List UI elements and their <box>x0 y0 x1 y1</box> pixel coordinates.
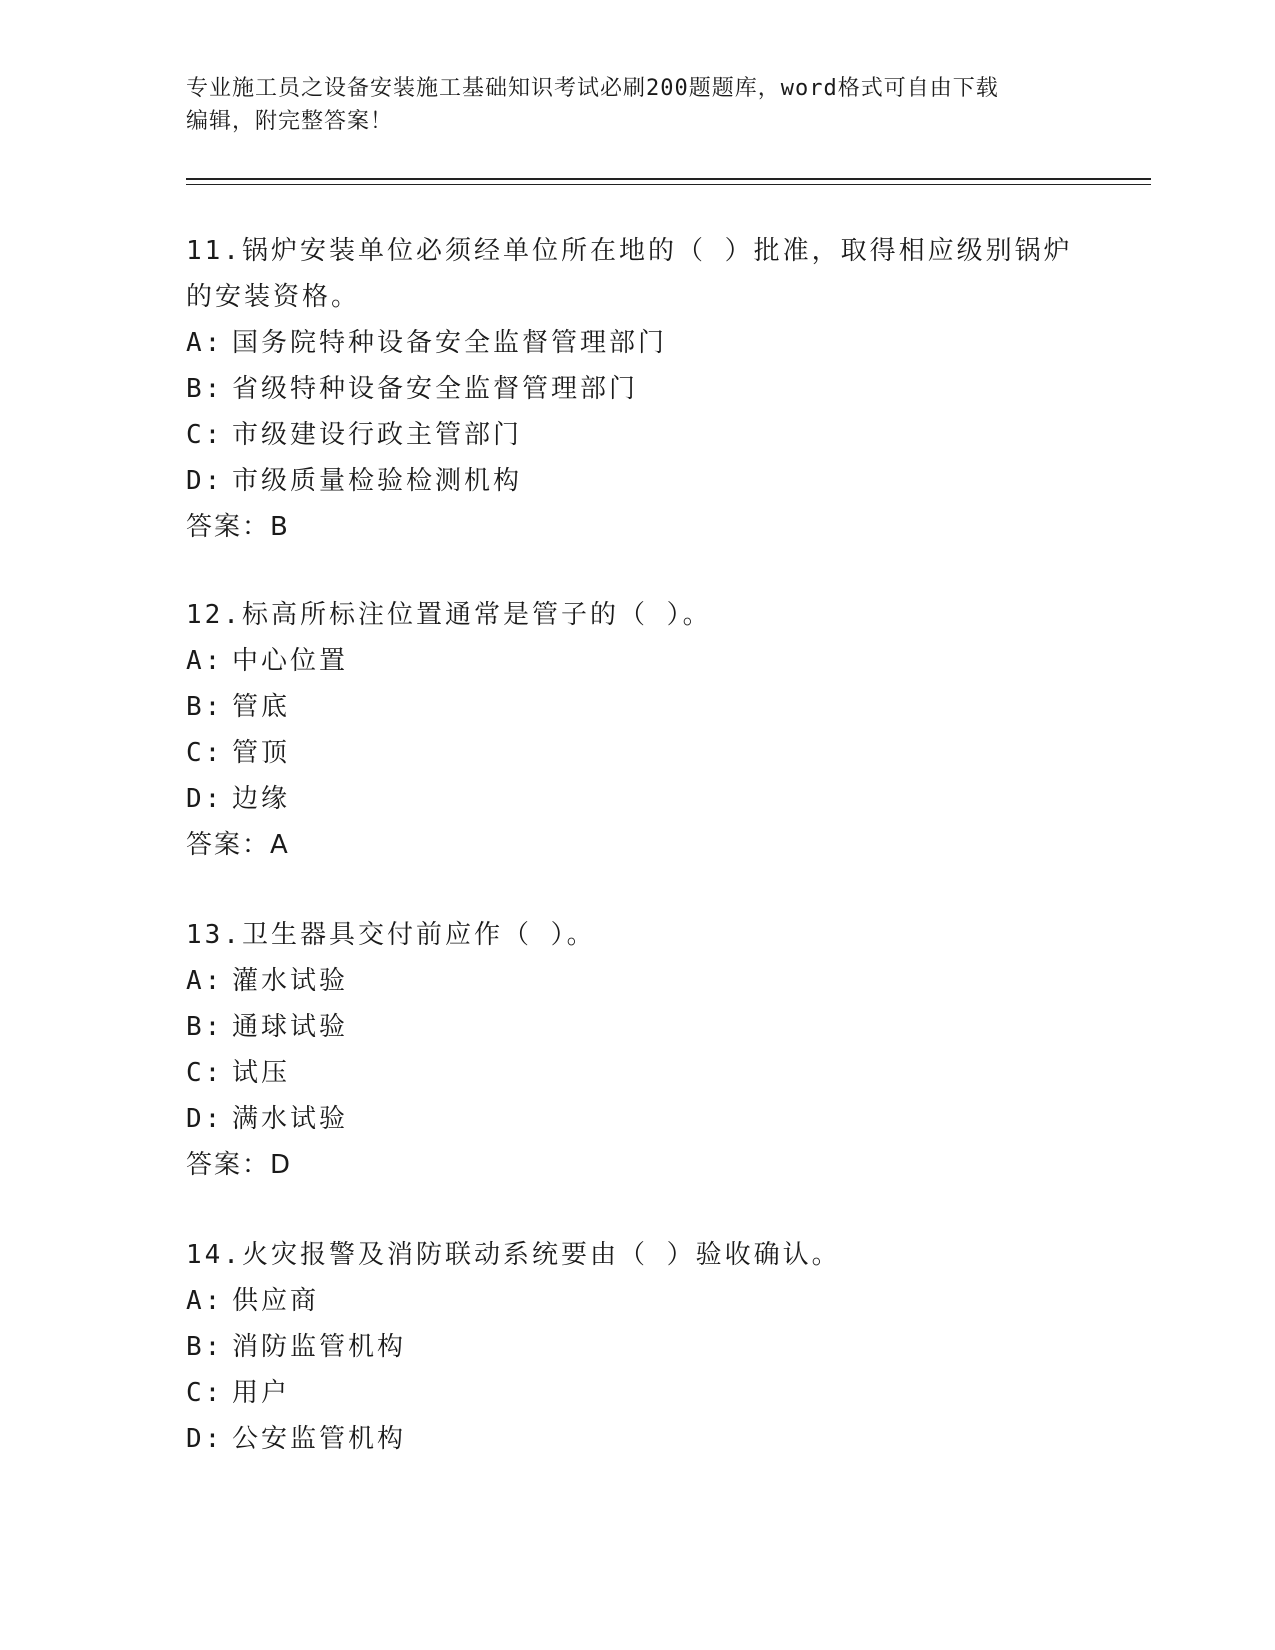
question-12 <box>186 592 1086 868</box>
option-b <box>186 1324 1086 1370</box>
question-stem: 13.卫生器具交付前应作（ ）。 <box>186 920 596 950</box>
option-text: 中心位置 <box>232 646 349 676</box>
question-stem: 14.火灾报警及消防联动系统要由（ ）验收确认。 <box>186 1240 841 1270</box>
question-13 <box>186 912 1086 1188</box>
option-text: 省级特种设备安全监督管理部门 <box>232 374 639 404</box>
option-key: D: <box>186 466 224 496</box>
header-line-2: 编辑，附完整答案！ <box>186 109 394 134</box>
option-text: 管顶 <box>232 738 291 768</box>
option-key: A: <box>186 328 224 358</box>
question-stem-continued: 的安装资格。 <box>186 282 361 312</box>
option-a <box>186 1278 1086 1324</box>
option-a <box>186 958 1086 1004</box>
option-key: A: <box>186 1286 224 1316</box>
header-line-1: 专业施工员之设备安装施工基础知识考试必刷200题题库，word格式可自由下载 <box>186 76 999 101</box>
option-key: B: <box>186 692 224 722</box>
option-d <box>186 776 1086 822</box>
option-key: C: <box>186 420 224 450</box>
option-text: 边缘 <box>232 784 291 814</box>
option-c <box>186 412 1086 458</box>
question-stem: 11.锅炉安装单位必须经单位所在地的（ ）批准，取得相应级别锅炉 <box>186 236 1073 266</box>
option-d <box>186 1096 1086 1142</box>
header-divider-top <box>186 178 1151 180</box>
option-text: 市级质量检验检测机构 <box>232 466 523 496</box>
option-key: B: <box>186 1332 224 1362</box>
option-a <box>186 638 1086 684</box>
option-text: 管底 <box>232 692 291 722</box>
option-text: 灌水试验 <box>232 966 349 996</box>
option-text: 消防监管机构 <box>232 1332 407 1362</box>
option-text: 试压 <box>232 1058 291 1088</box>
option-key: C: <box>186 1378 224 1408</box>
option-a <box>186 320 1086 366</box>
option-b <box>186 1004 1086 1050</box>
option-text: 国务院特种设备安全监督管理部门 <box>232 328 668 358</box>
option-key: A: <box>186 966 224 996</box>
question-14 <box>186 1232 1086 1462</box>
option-c <box>186 1370 1086 1416</box>
option-key: C: <box>186 1058 224 1088</box>
option-d <box>186 458 1086 504</box>
option-key: B: <box>186 374 224 404</box>
option-key: D: <box>186 1104 224 1134</box>
option-key: D: <box>186 1424 224 1454</box>
option-key: C: <box>186 738 224 768</box>
option-c <box>186 730 1086 776</box>
question-stem: 12.标高所标注位置通常是管子的（ ）。 <box>186 600 712 630</box>
question-11 <box>186 228 1086 550</box>
answer-line: 答案：D <box>186 1150 293 1180</box>
option-b <box>186 366 1086 412</box>
option-text: 公安监管机构 <box>232 1424 407 1454</box>
option-text: 通球试验 <box>232 1012 349 1042</box>
option-text: 用户 <box>232 1378 291 1408</box>
option-c <box>186 1050 1086 1096</box>
option-key: A: <box>186 646 224 676</box>
option-key: B: <box>186 1012 224 1042</box>
header-divider-bottom <box>186 184 1151 185</box>
option-text: 市级建设行政主管部门 <box>232 420 523 450</box>
document-header <box>186 72 1086 138</box>
answer-line: 答案：A <box>186 830 290 860</box>
option-text: 供应商 <box>232 1286 320 1316</box>
option-b <box>186 684 1086 730</box>
answer-line: 答案：B <box>186 512 290 542</box>
option-key: D: <box>186 784 224 814</box>
option-d <box>186 1416 1086 1462</box>
option-text: 满水试验 <box>232 1104 349 1134</box>
